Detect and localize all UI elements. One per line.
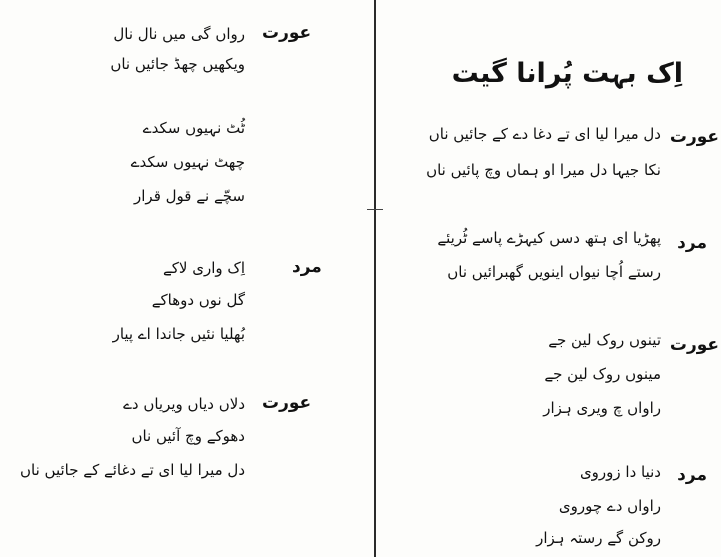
verse-line: راواں چ ویری ہزار <box>543 399 661 417</box>
verse-line: پھڑیا ای ہتھ دسں کیہڑے پاسے ٹُریئے <box>437 229 661 247</box>
verse-line: دل میرا لیا ای تے دغا دے کے جائیں ناں <box>428 125 661 143</box>
speaker-label: عورت <box>262 393 312 413</box>
verse-line: دنیا دا زوروی <box>579 463 661 481</box>
verse-line: دلاں دیاں ویریاں دے <box>123 395 245 413</box>
verse-line: ٹُٹ نہیوں سکدے <box>142 119 245 137</box>
verse-line: رستے اُچا نیواں اینویں گھبرائیں ناں <box>447 263 661 281</box>
right-page <box>377 0 721 557</box>
speaker-label: عورت <box>669 127 719 147</box>
verse-line: اِک واری لاکے <box>162 259 245 277</box>
page-gutter-line <box>374 0 376 557</box>
verse-line: چھٹ نہیوں سکدے <box>130 153 245 171</box>
speaker-label: عورت <box>262 23 312 43</box>
verse-line: دل میرا لیا ای تے دغائے کے جائیں ناں <box>20 461 245 479</box>
verse-line: ویکھیں چھڈ جائیں ناں <box>110 55 245 73</box>
verse-line: سچّے نے قول قرار <box>134 187 245 205</box>
verse-line: راواں دے چوروی <box>558 497 661 515</box>
verse-line: رواں گی میں نال نال <box>113 25 245 43</box>
page-title: اِک بہت پُرانا گیت <box>451 58 683 89</box>
speaker-label: عورت <box>669 335 719 355</box>
verse-line: تینوں روک لین جے <box>548 331 661 349</box>
speaker-label: مرد <box>677 233 707 253</box>
verse-line: گل نوں دوھاکے <box>151 291 245 309</box>
left-page <box>0 0 360 557</box>
verse-line: روکن گے رستہ ہزار <box>536 529 661 547</box>
verse-line: نکا جیہا دل میرا او ہماں وچ پائیں ناں <box>426 161 661 179</box>
verse-line: دھوکے وچ آئیں ناں <box>131 427 245 445</box>
verse-line: مینوں روک لین جے <box>544 365 661 383</box>
speaker-label: مرد <box>292 257 322 277</box>
verse-line: بُھلیا نئیں جاندا اے پیار <box>112 325 245 343</box>
speaker-label: مرد <box>677 465 707 485</box>
